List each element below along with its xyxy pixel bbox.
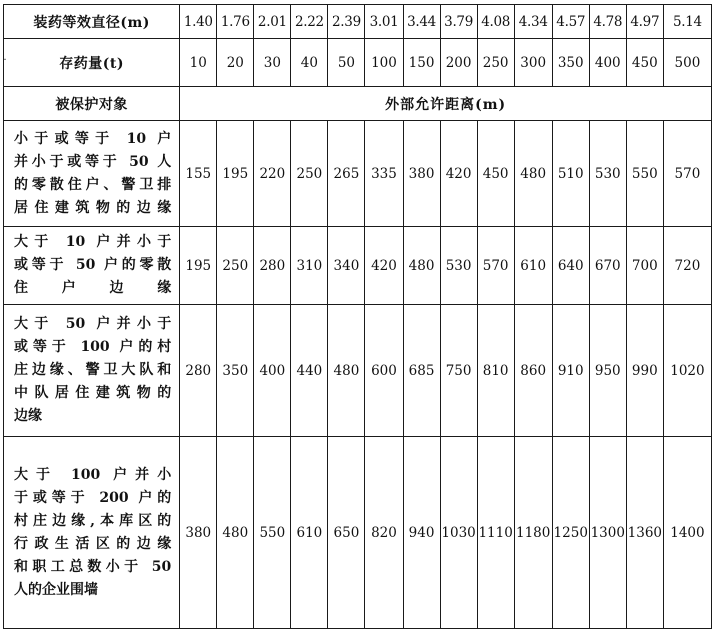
distance-cell: 570: [663, 121, 711, 227]
distance-cell: 550: [626, 121, 663, 227]
distance-cell: 1180: [514, 437, 552, 629]
distance-cell: 685: [403, 305, 440, 437]
diameter-cell: 2.01: [254, 5, 291, 39]
distance-cell: 750: [440, 305, 477, 437]
diameter-cell: 3.44: [403, 5, 440, 39]
distance-cell: 340: [328, 227, 365, 305]
diameter-cell: 4.08: [477, 5, 514, 39]
object-line: 人的企业围墙: [14, 581, 98, 598]
distance-cell: 155: [180, 121, 217, 227]
distance-cell: 250: [217, 227, 254, 305]
distance-cell: 400: [254, 305, 291, 437]
distance-cell: 570: [477, 227, 514, 305]
table-row: [4, 437, 712, 629]
object-header-row: [4, 87, 712, 121]
object-line: 居住建筑物的边缘: [14, 199, 172, 216]
object-description: [4, 437, 180, 629]
distance-cell: 380: [180, 437, 217, 629]
quantity-cell: 500: [663, 39, 711, 87]
distance-cell: 510: [552, 121, 589, 227]
quantity-cell: 100: [365, 39, 403, 87]
distance-cell: 480: [217, 437, 254, 629]
distance-cell: 720: [663, 227, 711, 305]
object-line: 的零散住户、警卫排: [14, 176, 172, 193]
distance-cell: 450: [477, 121, 514, 227]
diameter-cell: 5.14: [663, 5, 711, 39]
distance-cell: 940: [403, 437, 440, 629]
quantity-cell: 20: [217, 39, 254, 87]
quantity-cell: 10: [180, 39, 217, 87]
distance-cell: 600: [365, 305, 403, 437]
distance-cell: 650: [328, 437, 365, 629]
distance-cell: 950: [589, 305, 626, 437]
quantity-cell: 200: [440, 39, 477, 87]
object-header: 被保护对象: [4, 87, 180, 121]
diameter-cell: 1.76: [217, 5, 254, 39]
quantity-cell: 400: [589, 39, 626, 87]
object-description: [4, 121, 180, 227]
distance-cell: 1250: [552, 437, 589, 629]
quantity-cell: 50: [328, 39, 365, 87]
distance-table: [3, 4, 712, 629]
quantity-row: [4, 39, 712, 87]
distance-cell: 1030: [440, 437, 477, 629]
distance-cell: 480: [328, 305, 365, 437]
object-line: 大于 10 户并小于: [14, 234, 172, 250]
distance-cell: 420: [440, 121, 477, 227]
distance-cell: 550: [254, 437, 291, 629]
diameter-cell: 4.57: [552, 5, 589, 39]
distance-header: 外部允许距离(m): [180, 87, 712, 121]
object-description: [4, 227, 180, 305]
distance-cell: 990: [626, 305, 663, 437]
object-line: 或等于 50 户的零散: [14, 257, 172, 273]
distance-cell: 1300: [589, 437, 626, 629]
object-line: 住户边缘: [14, 280, 172, 296]
distance-cell: 530: [589, 121, 626, 227]
distance-cell: 860: [514, 305, 552, 437]
diameter-cell: 3.01: [365, 5, 403, 39]
object-line: 大于 100 户并小: [14, 466, 172, 483]
object-line: 庄边缘、警卫大队和: [14, 362, 172, 378]
distance-cell: 420: [365, 227, 403, 305]
distance-cell: 1360: [626, 437, 663, 629]
distance-cell: 265: [328, 121, 365, 227]
diameter-row: [4, 5, 712, 39]
table-row: [4, 121, 712, 227]
quantity-cell: 40: [291, 39, 328, 87]
quantity-cell: 350: [552, 39, 589, 87]
diameter-cell: 3.79: [440, 5, 477, 39]
quantity-header: 存药量(t): [4, 39, 180, 87]
distance-cell: 280: [254, 227, 291, 305]
object-line: 于或等于 200 户的: [14, 489, 172, 506]
object-line: 小于或等于 10 户: [14, 130, 172, 147]
diameter-cell: 2.22: [291, 5, 328, 39]
object-line: 村庄边缘,本库区的: [14, 512, 172, 529]
quantity-cell: 150: [403, 39, 440, 87]
object-line: 和职工总数小于 50: [14, 558, 172, 575]
table-row: [4, 227, 712, 305]
distance-cell: 195: [217, 121, 254, 227]
distance-cell: 610: [514, 227, 552, 305]
distance-cell: 220: [254, 121, 291, 227]
distance-cell: 810: [477, 305, 514, 437]
distance-cell: 1110: [477, 437, 514, 629]
distance-cell: 440: [291, 305, 328, 437]
distance-cell: 670: [589, 227, 626, 305]
bullet-dot: ·: [3, 52, 7, 66]
distance-cell: 250: [291, 121, 328, 227]
distance-cell: 380: [403, 121, 440, 227]
distance-cell: 700: [626, 227, 663, 305]
quantity-cell: 30: [254, 39, 291, 87]
distance-cell: 335: [365, 121, 403, 227]
object-description: [4, 305, 180, 437]
distance-cell: 910: [552, 305, 589, 437]
distance-cell: 310: [291, 227, 328, 305]
diameter-cell: 1.40: [180, 5, 217, 39]
object-line: 或等于 100 户的村: [14, 339, 172, 355]
distance-cell: 820: [365, 437, 403, 629]
distance-cell: 195: [180, 227, 217, 305]
diameter-header: 装药等效直径(m): [4, 5, 180, 39]
quantity-cell: 450: [626, 39, 663, 87]
distance-cell: 530: [440, 227, 477, 305]
diameter-cell: 4.78: [589, 5, 626, 39]
distance-cell: 350: [217, 305, 254, 437]
object-line: 行政生活区的边缘: [14, 535, 172, 552]
object-line: 边缘: [14, 408, 42, 424]
distance-cell: 610: [291, 437, 328, 629]
quantity-cell: 250: [477, 39, 514, 87]
distance-cell: 480: [514, 121, 552, 227]
object-line: 中队居住建筑物的: [14, 385, 172, 401]
diameter-cell: 4.34: [514, 5, 552, 39]
distance-cell: 640: [552, 227, 589, 305]
distance-cell: 1020: [663, 305, 711, 437]
diameter-cell: 4.97: [626, 5, 663, 39]
object-line: 大于 50 户并小于: [14, 316, 172, 332]
quantity-cell: 300: [514, 39, 552, 87]
table-row: [4, 305, 712, 437]
distance-cell: 480: [403, 227, 440, 305]
distance-cell: 1400: [663, 437, 711, 629]
diameter-cell: 2.39: [328, 5, 365, 39]
object-line: 并小于或等于 50 人: [14, 153, 172, 170]
distance-cell: 280: [180, 305, 217, 437]
